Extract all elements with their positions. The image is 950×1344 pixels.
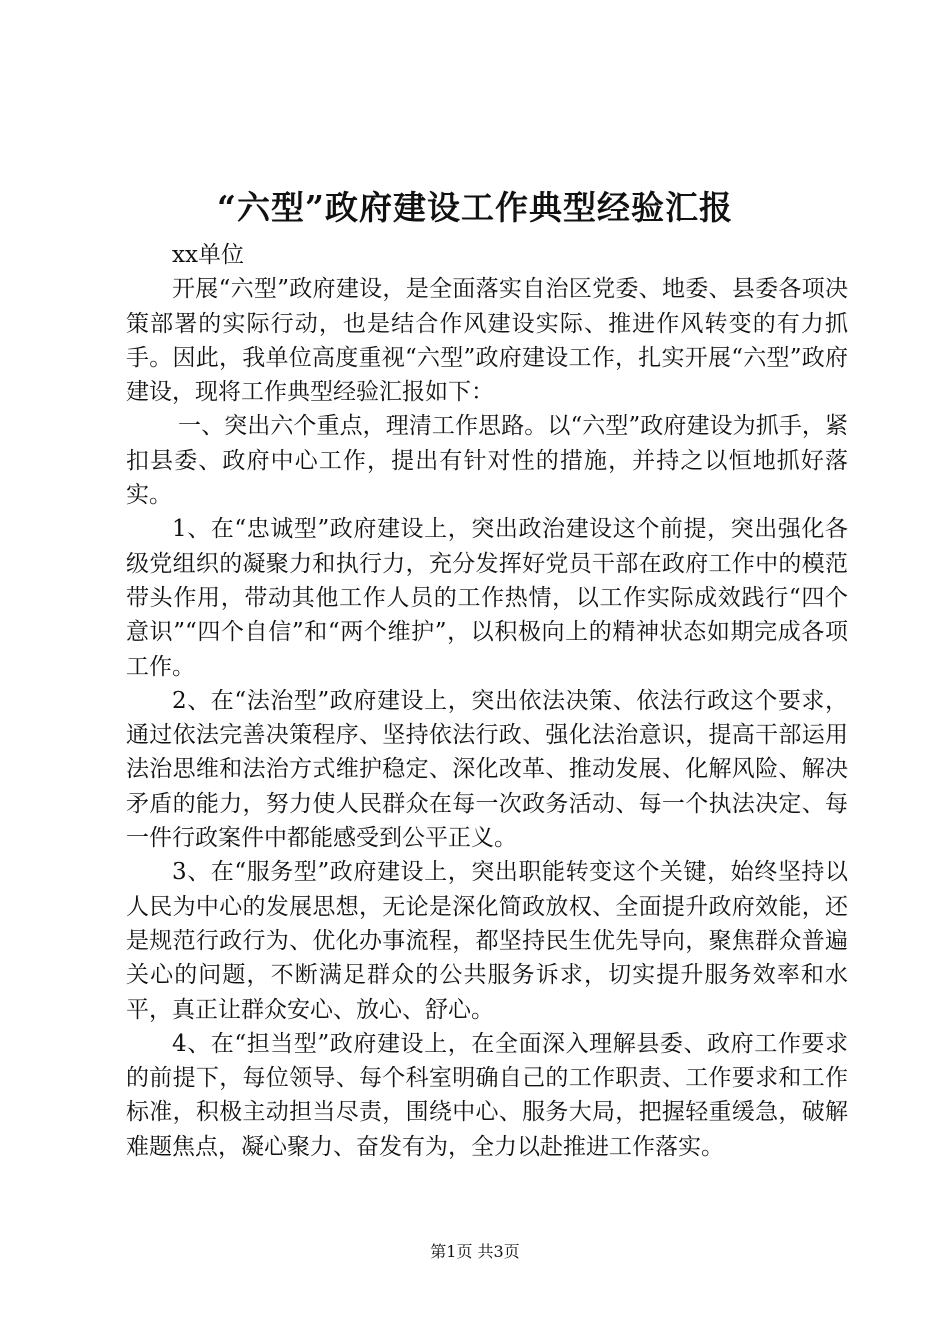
document-title: “六型”政府建设工作典型经验汇报 [217,188,733,227]
paragraph-item-1: 1、在“忠诚型”政府建设上，突出政治建设这个前提，突出强化各级党组织的凝聚力和执行力，充分发挥好党员干部在政府工作中的模范带头作用，带动其他工作人员的工作热情，以工作实际成效践行“四个意识”“四个自信”和“两个维护”，以积极向上的精神状态如期完成各项工作。 [126,516,848,680]
document-body [126,238,848,1164]
paragraph-section-1-heading: 一、突出六个重点，理清工作思路。以“六型”政府建设为抓手，紧扣县委、政府中心工作，提出有针对性的措施，并持之以恒地抓好落实。 [126,413,848,509]
paragraph-intro: 开展“六型”政府建设，是全面落实自治区党委、地委、县委各项决策部署的实际行动，也是结合作风建设实际、推进作风转变的有力抓手。因此，我单位高度重视“六型”政府建设工作，扎实开展“六型”政府建设，现将工作典型经验汇报如下： [126,276,848,406]
paragraph-item-2: 2、在“法治型”政府建设上，突出依法决策、依法行政这个要求，通过依法完善决策程序、坚持依法行政、强化法治意识，提高干部运用法治思维和法治方式维护稳定、深化改革、推动发展、化解风险、解决矛盾的能力，努力使人民群众在每一次政务活动、每一个执法决定、每一件行政案件中都能感受到公平正义。 [126,687,848,852]
paragraph-item-3: 3、在“服务型”政府建设上，突出职能转变这个关键，始终坚持以人民为中心的发展思想，无论是深化简政放权、全面提升政府效能，还是规范行政行为、优化办事流程，都坚持民生优先导向，聚焦群众普遍关心的问题，不断满足群众的公共服务诉求，切实提升服务效率和水平，真正让群众安心、放心、舒心。 [126,859,848,1023]
paragraph-item-4: 4、在“担当型”政府建设上，在全面深入理解县委、政府工作要求的前提下，每位领导、每个科室明确自己的工作职责、工作要求和工作标准，积极主动担当尽责，围绕中心、服务大局，把握轻重缓急，破解难题焦点，凝心聚力、奋发有为，全力以赴推进工作落实。 [126,1030,848,1160]
page-footer: 第1页 共3页 [430,1242,520,1261]
unit-line: xx单位 [172,242,244,268]
